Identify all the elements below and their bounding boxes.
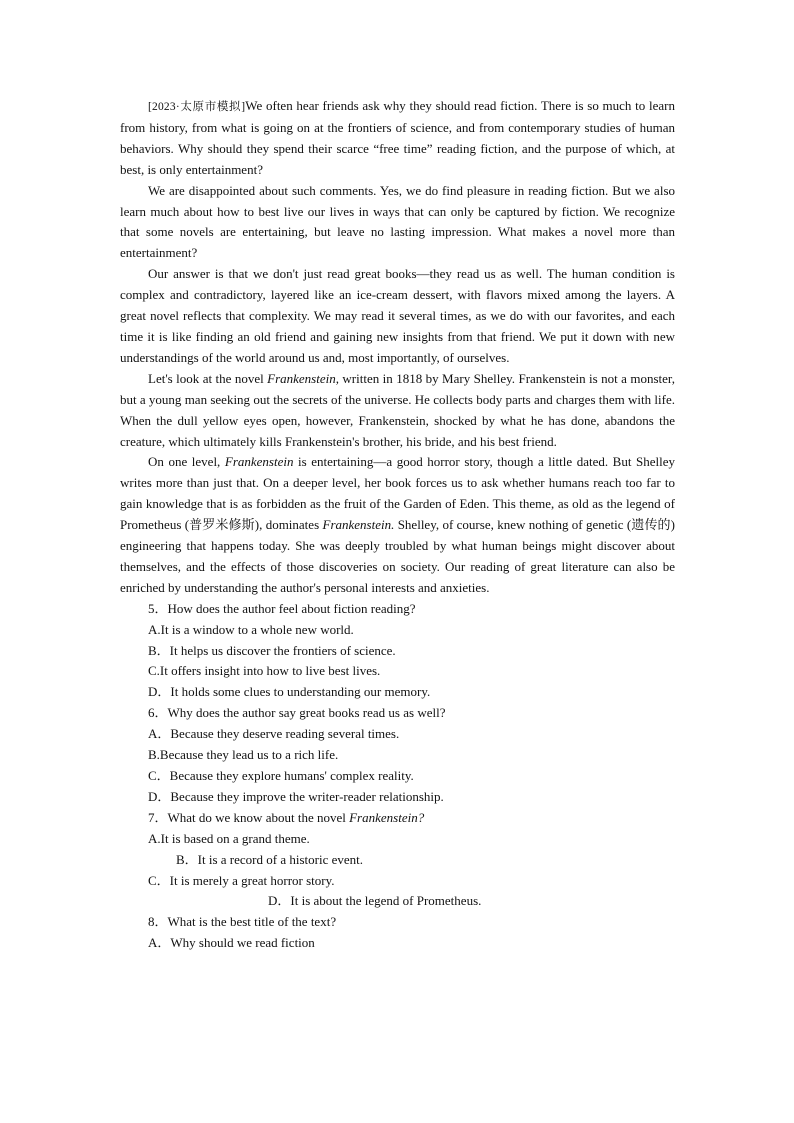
paragraph-text: Let's look at the novel [148, 370, 268, 386]
paragraph-text: is entertaining—a good horror story, though a little dated. But Shelley writes more than just that. On a deeper level, her book forces us to ask whether humans reach too far to gain knowledge that is as forbidden as the fruit of the Garden of Eden. This theme, as old as the legend of Prometheus (普罗米修斯), dominates [120, 454, 676, 533]
passage-paragraph-5 [120, 452, 675, 598]
option-d: D．Because they improve the writer-reader relationship. [148, 788, 444, 804]
question-6 [120, 703, 675, 808]
option-c: C.It offers insight into how to live best lives. [148, 663, 381, 679]
option-a: A．Because they deserve reading several times. [148, 726, 400, 742]
option-a: A.It is based on a grand theme. [148, 830, 310, 846]
option-d: D．It is about the legend of Prometheus. [268, 893, 482, 909]
novel-title: Frankenstein [224, 454, 294, 470]
question-stem: 5．How does the author feel about fiction reading? [148, 600, 416, 616]
paragraph-text: We often hear friends ask why they should read fiction. There is so much to learn from history, from what is going on at the frontiers of science, and from contemporary studies of human behaviors. Why should they spend their scarce “free time” reading fiction, and the purpose of which, at best, is only entertainment? [120, 98, 675, 177]
exam-page [120, 96, 675, 954]
novel-title: Frankenstein? [349, 809, 425, 825]
passage-paragraph-3: Our answer is that we don't just read great books—they read us as well. The human condition is complex and contradictory, layered like an ice-cream dessert, with flavors mixed among the layers. A great novel reflects that complexity. We may read it several times, as we do with our favorites, and each time it is like finding an old friend and gaining new insights from that friend. We put it down with new understandings of the world around us and, most importantly, of ourselves. [120, 266, 675, 365]
passage-paragraph-2: We are disappointed about such comments. Yes, we do find pleasure in reading fiction. But we also learn much about how to best live our lives in ways that can only be captured by fiction. We recognize that some novels are entertaining, but leave no lasting impression. What makes a novel more than entertainment? [120, 182, 675, 261]
question-7 [120, 808, 675, 913]
option-a: A.It is a window to a whole new world. [148, 621, 354, 637]
stem-text: 7．What do we know about the novel [148, 809, 350, 825]
paragraph-text: written in 1818 by Mary Shelley. Frankenstein is not a monster, but a young man seeking out the secrets of the universe. He collects body parts and charges them with life. When the dull yellow eyes open, however, Frankenstein, shocked by what he has done, abandons the creature, which ultimately kills Frankenstein's brother, his bride, and his best friend. [120, 370, 675, 449]
question-5 [120, 599, 675, 704]
option-d: D．It holds some clues to understanding our memory. [148, 684, 431, 700]
paragraph-text: On one level, [148, 454, 225, 470]
question-stem: 6．Why does the author say great books read us as well? [148, 705, 446, 721]
source-tag: [2023·太原市模拟] [148, 101, 246, 113]
question-stem: 8．What is the best title of the text? [148, 914, 337, 930]
option-c: C．It is merely a great horror story. [148, 872, 335, 888]
option-b: B．It is a record of a historic event. [176, 851, 363, 867]
option-c: C．Because they explore humans' complex reality. [148, 768, 414, 783]
paragraph-text: Shelley, of course, knew nothing of genetic (遗传的) engineering that happens today. She was deeply troubled by what human beings might discover about themselves, and the effects of those discoveries on society. Our reading of great literature can also be enriched by understanding the author's personal interests and anxieties. [120, 517, 676, 595]
novel-title: Frankenstein, [267, 370, 339, 386]
option-a: A．Why should we read fiction [148, 935, 315, 951]
option-b: B.Because they lead us to a rich life. [148, 747, 339, 763]
passage-paragraph-4 [120, 369, 675, 453]
question-stem [120, 808, 675, 829]
question-8 [120, 912, 675, 954]
novel-title: Frankenstein. [322, 517, 395, 533]
passage-paragraph-1 [120, 96, 675, 181]
option-b: B．It helps us discover the frontiers of science. [148, 642, 396, 658]
